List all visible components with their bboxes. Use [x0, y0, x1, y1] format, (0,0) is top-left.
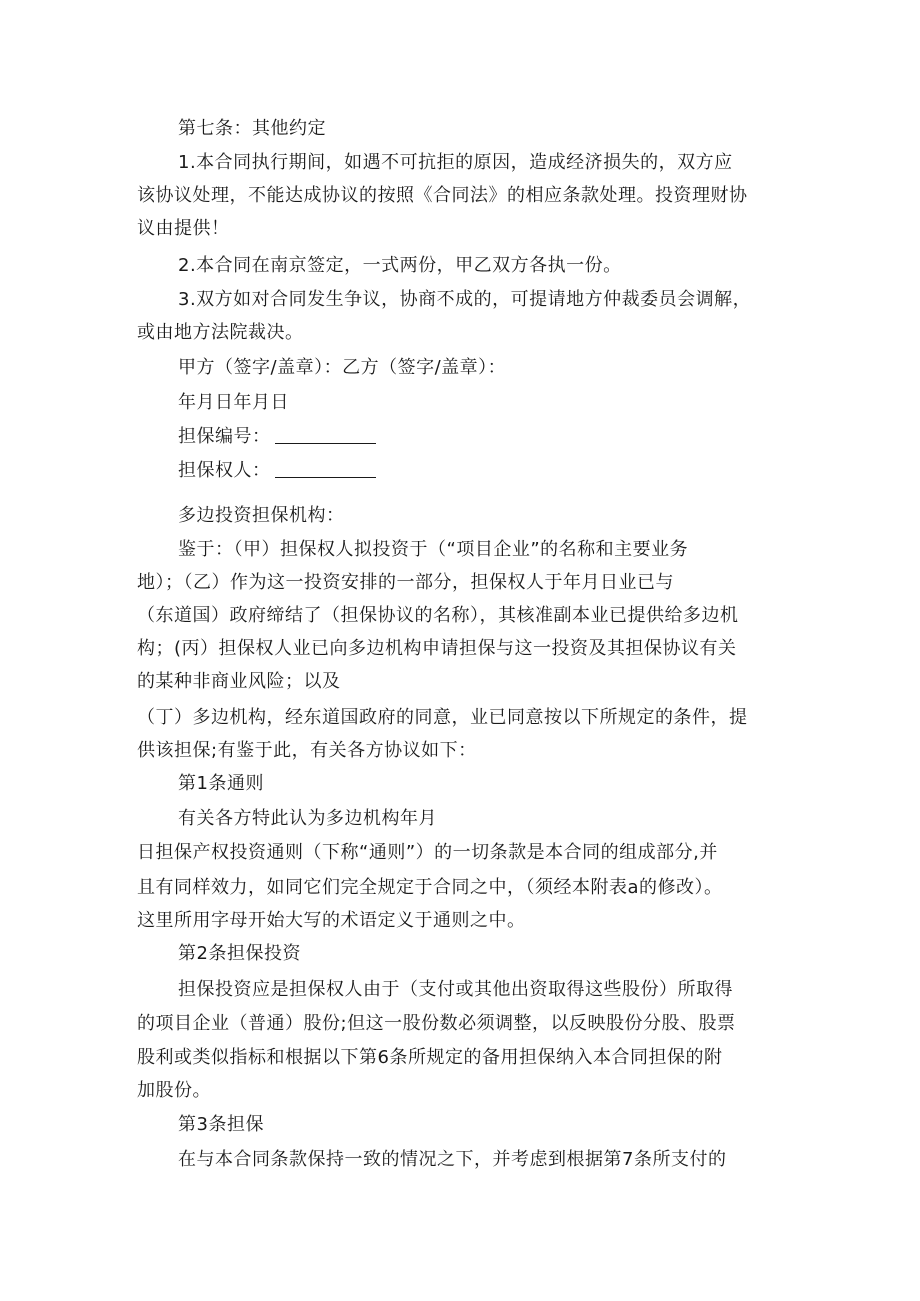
paragraph-line: 有关各方特此认为多边机构年月	[178, 808, 437, 829]
article-2-heading: 第2条担保投资	[178, 943, 301, 964]
paragraph-line: 鉴于：（甲）担保权人拟投资于（“项目企业”的名称和主要业务	[178, 539, 689, 560]
paragraph-line: 加股份。	[137, 1080, 211, 1101]
paragraph-line: 1.本合同执行期间，如遇不可抗拒的原因，造成经济损失的，双方应	[178, 152, 733, 173]
date-line: 年月日年月日	[178, 392, 289, 413]
agency-heading: 多边投资担保机构：	[178, 505, 345, 526]
paragraph-line: 2.本合同在南京签定，一式两份，甲乙双方各执一份。	[178, 255, 622, 276]
paragraph-line: 这里所用字母开始大写的术语定义于通则之中。	[137, 910, 526, 931]
paragraph-line: 3.双方如对合同发生争议，协商不成的，可提请地方仲裁委员会调解，	[178, 289, 752, 310]
paragraph-line: 构；(丙）担保权人业已向多边机构申请担保与这一投资及其担保协议有关	[137, 638, 737, 659]
paragraph-line: （丁）多边机构，经东道国政府的同意，业已同意按以下所规定的条件，提	[137, 707, 748, 728]
paragraph-line: 议由提供！	[137, 218, 230, 239]
guarantee-number-row	[178, 425, 376, 449]
paragraph-line: 股利或类似指标和根据以下第6条所规定的备用担保纳入本合同担保的附	[137, 1047, 723, 1068]
paragraph-line: 且有同样效力，如同它们完全规定于合同之中，（须经本附表a的修改）。	[137, 877, 723, 898]
article-1-heading: 第1条通则	[178, 773, 264, 794]
article-3-heading: 第3条担保	[178, 1114, 264, 1135]
paragraph-line: 在与本合同条款保持一致的情况之下，并考虑到根据第7条所支付的	[178, 1149, 727, 1170]
guarantee-number-blank	[275, 425, 376, 444]
paragraph-line: 该协议处理，不能达成协议的按照《合同法》的相应条款处理。投资理财协	[137, 185, 748, 206]
guarantee-holder-row	[178, 459, 376, 483]
paragraph-line: （东道国）政府缔结了（担保协议的名称），其核准副本业已提供给多边机	[137, 605, 739, 626]
paragraph-line: 的某种非商业风险；以及	[137, 671, 341, 692]
paragraph-line: 或由地方法院裁决。	[137, 322, 304, 343]
guarantee-holder-blank	[275, 459, 376, 478]
paragraph-line: 日担保产权投资通则（下称“通则”）的一切条款是本合同的组成部分,并	[137, 842, 718, 863]
signature-line: 甲方（签字/盖章）：乙方（签字/盖章）：	[178, 357, 507, 378]
guarantee-holder-label: 担保权人：	[178, 460, 271, 481]
paragraph-line: 的项目企业（普通）股份;但这一股份数必须调整，以反映股份分股、股票	[137, 1013, 736, 1034]
guarantee-number-label: 担保编号：	[178, 426, 271, 447]
paragraph-line: 担保投资应是担保权人由于（支付或其他出资取得这些股份）所取得	[178, 979, 733, 1000]
paragraph-line: 供该担保;有鉴于此，有关各方协议如下：	[137, 740, 477, 761]
paragraph-line: 地）；（乙）作为这一投资安排的一部分，担保权人于年月日业已与	[137, 572, 674, 593]
article-7-heading: 第七条：其他约定	[178, 118, 326, 139]
